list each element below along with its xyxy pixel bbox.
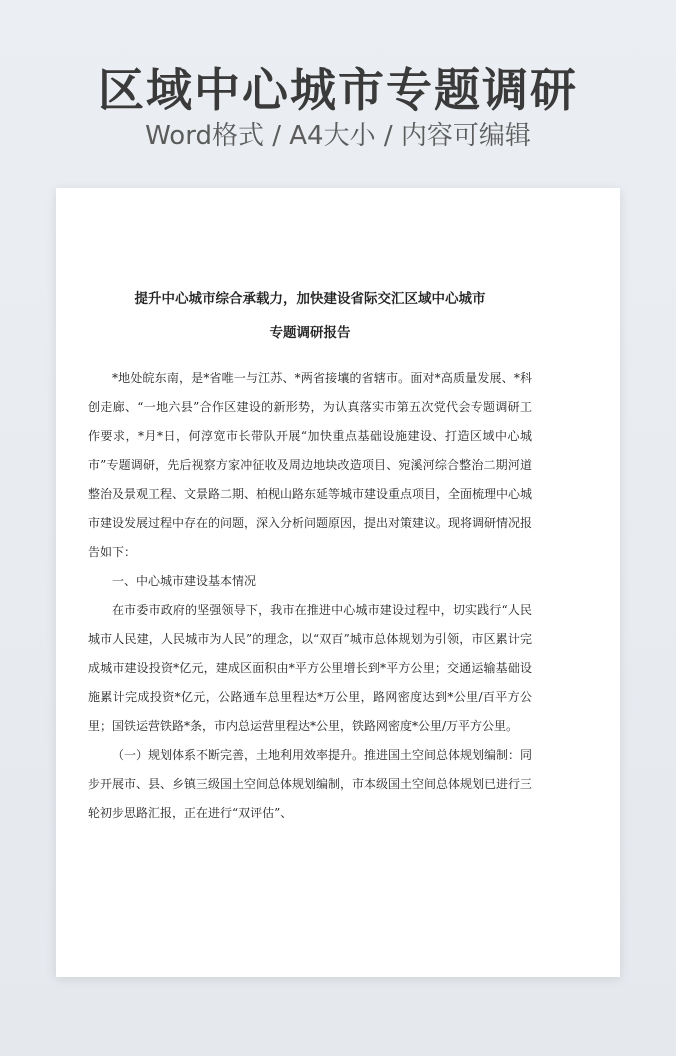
banner-subtitle: Word格式 / A4大小 / 内容可编辑 [145, 121, 531, 151]
banner-title: 区域中心城市专题调研 [98, 63, 578, 117]
paragraph-planning: （一）规划体系不断完善，土地利用效率提升。推进国土空间总体规划编制：同步开展市、县、乡镇三级国土空间总体规划编制，市本级国土空间总体规划已进行三轮初步思路汇报，正在进行“双评估”、 [88, 748, 533, 820]
paragraph-overview: 在市委市政府的坚强领导下，我市在推进中心城市建设过程中，切实践行“人民城市人民建，人民城市为人民”的理念，以“双百”城市总体规划为引领，市区累计完成城市建设投资*亿元，建成区面积由*平方公里增长到*平方公里；交通运输基础设施累计完成投资*亿元，公路通车总里程达*万公里，路网密度达到*公里/百平方公里；国铁运营铁路*条，市内总运营里程达*公里，铁路网密度*公里/万平方公里。 [88, 603, 532, 733]
document-title-line1: 提升中心城市综合承载力，加快建设省际交汇区域中心城市 [134, 291, 486, 307]
paragraph-intro: *地处皖东南，是*省唯一与江苏、*两省接壤的省辖市。面对*高质量发展、*科创走廊、“一地六县”合作区建设的新形势，为认真落实市第五次党代会专题调研工作要求，*月*日，何淳宽市长带队开展“加快重点基础设施建设、打造区域中心城市”专题调研，先后视察方家冲征收及周边地块改造项目、宛溪河综合整治二期河道整治及景观工程、文景路二期、柏枧山路东延等城市建设重点项目，全面梳理中心城市建设发展过程中存在的问题，深入分析问题原因，提出对策建议。现将调研情况报告如下： [88, 371, 533, 559]
document-body [88, 282, 532, 828]
document-title-line2: 专题调研报告 [269, 325, 351, 341]
section-heading: 一、中心城市建设基本情况 [112, 574, 257, 588]
